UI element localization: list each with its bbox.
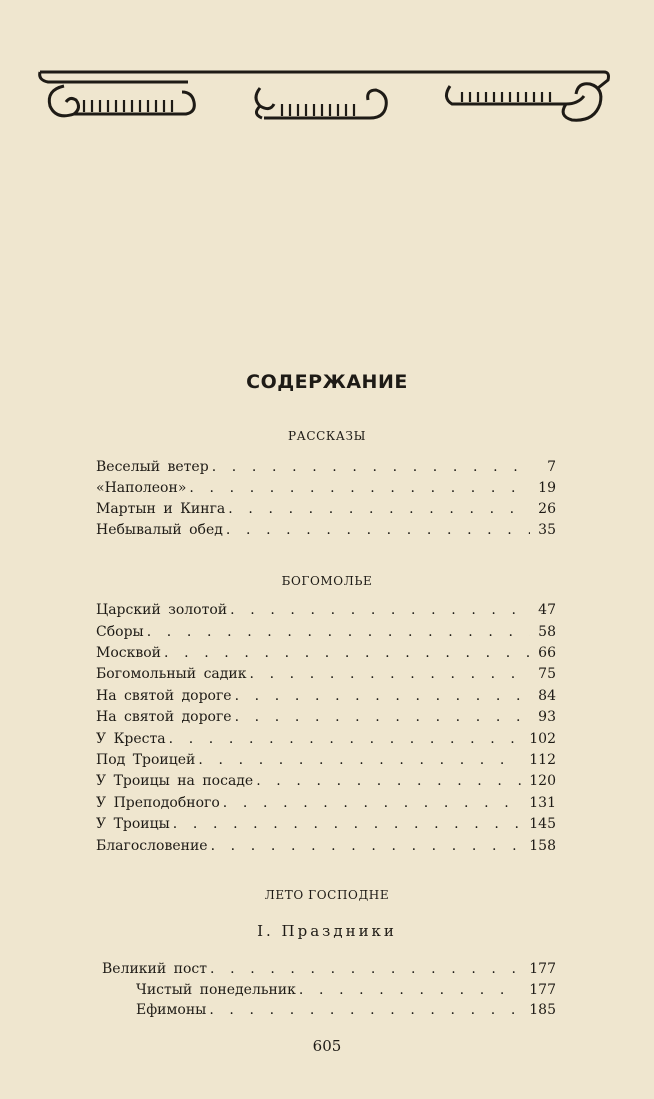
dot-leader [209, 1000, 521, 1021]
toc-entry-page: 120 [529, 773, 556, 789]
toc-entry-page: 102 [529, 731, 556, 747]
toc-entry-page: 19 [538, 480, 556, 496]
toc-entry-title: Великий пост [102, 961, 208, 977]
toc-entry [96, 520, 556, 541]
toc-entry-title: Царский золотой [96, 602, 228, 618]
toc-entry-title: Ефимоны [136, 1002, 207, 1018]
toc-entry [96, 793, 556, 814]
toc-entry-page: 66 [538, 645, 556, 661]
toc-entry [96, 478, 556, 499]
dot-leader [173, 814, 521, 835]
toc-entry-page: 75 [538, 666, 556, 682]
dot-leader [228, 499, 530, 520]
toc-entry-page: 7 [547, 459, 556, 475]
toc-entry-title: Под Троицей [96, 752, 196, 768]
dot-leader [299, 980, 521, 1001]
toc-entry [102, 959, 556, 980]
dot-leader [169, 729, 522, 750]
toc-entry-page: 112 [529, 752, 556, 768]
toc-entry-page: 58 [538, 624, 556, 640]
dot-leader [235, 707, 530, 728]
toc-entry-page: 158 [529, 838, 556, 854]
toc-entry-page: 47 [538, 602, 556, 618]
toc-entry-title: Благословение [96, 838, 208, 854]
toc-entry [96, 499, 556, 520]
toc-entry-title: Богомольный садик [96, 666, 247, 682]
dot-leader [223, 793, 521, 814]
toc-entry-title: У Преподобного [96, 795, 220, 811]
toc-entry [96, 750, 556, 771]
dot-leader [235, 686, 530, 707]
toc-entry-title: На святой дороге [96, 688, 232, 704]
toc-entry [96, 707, 556, 728]
toc-entry-title: Веселый ветер [96, 459, 209, 475]
toc-entry-page: 84 [538, 688, 556, 704]
subsection-heading: I. Праздники [257, 922, 397, 940]
toc-entry [136, 980, 556, 1001]
dot-leader [226, 520, 530, 541]
toc-entry-title: «Наполеон» [96, 480, 187, 496]
toc-entry [96, 686, 556, 707]
dot-leader [256, 771, 521, 792]
toc-entry-page: 185 [529, 1002, 556, 1018]
toc-entry-title: Чистый понедельник [136, 982, 296, 998]
page-number: 605 [312, 1037, 342, 1055]
toc-entry-page: 177 [529, 961, 556, 977]
section-heading-leto-gospodne: ЛЕТО ГОСПОДНЕ [264, 888, 390, 902]
section-heading-bogomolie: БОГОМОЛЬЕ [281, 574, 373, 588]
toc-entry [96, 622, 556, 643]
dot-leader [212, 457, 530, 478]
toc-entry-page: 35 [538, 522, 556, 538]
toc-entry-title: Сборы [96, 624, 144, 640]
toc-entry-title: Москвой [96, 645, 161, 661]
toc-entry-page: 131 [529, 795, 556, 811]
toc-entry [96, 836, 556, 857]
dot-leader [230, 600, 530, 621]
toc-entry-title: Небывалый обед [96, 522, 223, 538]
dot-leader [189, 478, 530, 499]
dot-leader [249, 664, 530, 685]
toc-entry [96, 814, 556, 835]
toc-entry [96, 729, 556, 750]
toc-entry-title: У Троицы [96, 816, 170, 832]
toc-entry-page: 26 [538, 501, 556, 517]
section-heading-rasskazy: РАССКАЗЫ [288, 429, 366, 443]
toc-entry-title: У Креста [96, 731, 166, 747]
toc-entry [96, 771, 556, 792]
toc-entry-title: Мартын и Кинга [96, 501, 226, 517]
toc-entry-page: 177 [529, 982, 556, 998]
dot-leader [164, 643, 530, 664]
scroll-ornament-icon [38, 60, 610, 130]
dot-leader [210, 959, 521, 980]
toc-entry [96, 664, 556, 685]
dot-leader [211, 836, 522, 857]
dot-leader [147, 622, 530, 643]
toc-entry-page: 145 [529, 816, 556, 832]
toc-entry [96, 600, 556, 621]
toc-entry-title: У Троицы на посаде [96, 773, 254, 789]
page-title: СОДЕРЖАНИЕ [246, 371, 408, 393]
toc-entry-page: 93 [538, 709, 556, 725]
toc-entry-title: На святой дороге [96, 709, 232, 725]
toc-entry [136, 1000, 556, 1021]
toc-entry [96, 643, 556, 664]
dot-leader [198, 750, 521, 771]
toc-entry [96, 457, 556, 478]
